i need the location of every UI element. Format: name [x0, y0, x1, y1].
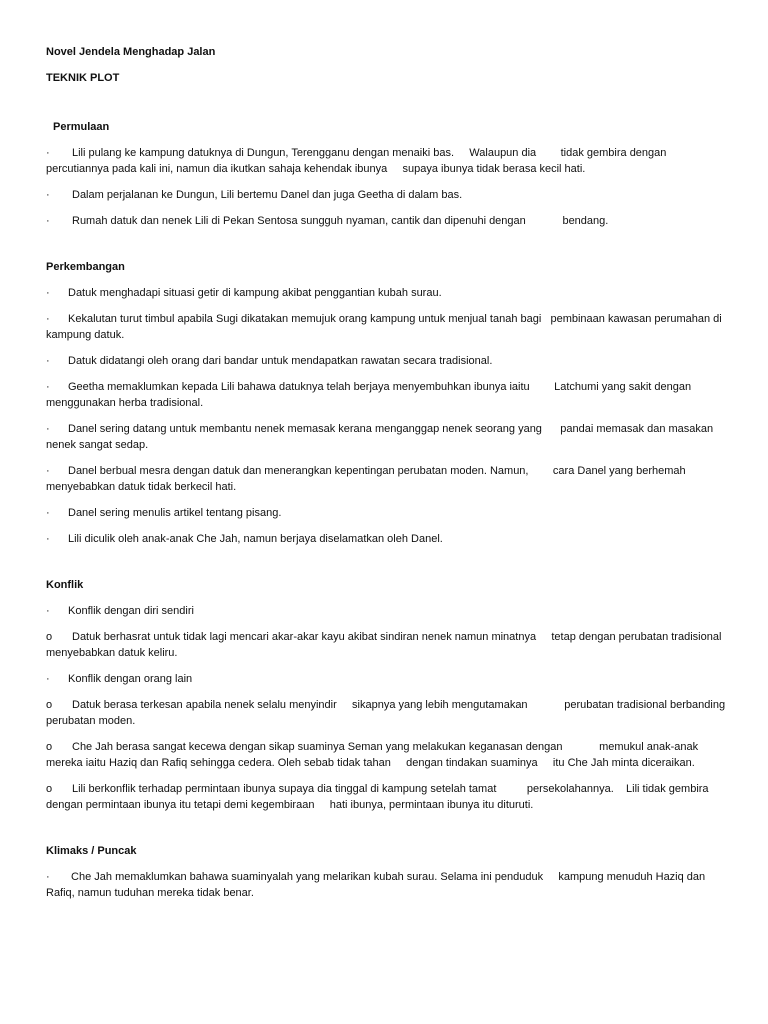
section-heading-konflik: Konflik	[46, 579, 84, 591]
list-item	[46, 505, 726, 521]
list-item-text: Geetha memaklumkan kepada Lili bahawa datuknya telah berjaya menyembuhkan ibunya iaitu Latchumi yang sakit dengan menggunakan herba tradisional.	[46, 381, 695, 409]
list-item-text: Che Jah memaklumkan bahawa suaminyalah yang melarikan kubah surau. Selama ini penduduk kampung menuduh Haziq dan Rafiq, namun tuduhan mereka tidak benar.	[46, 871, 709, 899]
list-item-text: Danel sering menulis artikel tentang pisang.	[68, 507, 282, 519]
sub-bullet-marker: o	[46, 699, 53, 711]
list-item	[46, 603, 726, 619]
list-item	[46, 145, 726, 177]
list-item-text: Lili pulang ke kampung datuknya di Dungun, Terengganu dengan menaiki bas. Walaupun dia tidak gembira dengan percutiannya pada kali ini, namun dia ikutkan sahaja kehendak ibunya supaya ibunya tidak berasa kecil hati.	[46, 147, 670, 175]
list-item-text: Danel berbual mesra dengan datuk dan menerangkan kepentingan perubatan moden. Namun, cara Danel yang berhemah menyebabkan datuk tidak berkecil hati.	[46, 465, 689, 493]
list-item	[46, 421, 726, 453]
list-item	[46, 697, 729, 729]
bullet-marker: ·	[46, 147, 50, 159]
sub-bullet-marker: o	[46, 741, 53, 753]
bullet-marker: ·	[46, 215, 50, 227]
list-item-text: Danel sering datang untuk membantu nenek memasak kerana menganggap nenek seorang yang pandai memasak dan masakan nenek sangat sedap.	[46, 423, 717, 451]
document-body	[46, 44, 729, 911]
bullet-marker: ·	[46, 871, 50, 883]
list-item-text: Lili diculik oleh anak-anak Che Jah, namun berjaya diselamatkan oleh Danel.	[68, 533, 443, 545]
list-item-text: Datuk berasa terkesan apabila nenek selalu menyindir sikapnya yang lebih mengutamakan perubatan tradisional berbanding perubatan moden.	[46, 699, 729, 727]
section-heading-perkembangan: Perkembangan	[46, 261, 125, 273]
list-item-text: Che Jah berasa sangat kecewa dengan sikap suaminya Seman yang melakukan keganasan dengan memukul anak-anak mereka iaitu Haziq dan Rafiq sehingga cedera. Oleh sebab tidak tahan dengan tindakan suaminya itu Che Jah minta diceraikan.	[46, 741, 702, 769]
list-item	[46, 629, 726, 661]
sub-bullet-marker: o	[46, 631, 53, 643]
list-item	[46, 285, 726, 301]
section-spacer	[46, 557, 726, 577]
list-item	[46, 739, 726, 771]
bullet-marker: ·	[46, 355, 50, 367]
list-item	[46, 311, 726, 343]
list-item-text: Kekalutan turut timbul apabila Sugi dikatakan memujuk orang kampung untuk menjual tanah bagi pembinaan kawasan perumahan di kampung datuk.	[46, 313, 725, 341]
bullet-marker: ·	[46, 507, 50, 519]
bullet-marker: ·	[46, 423, 50, 435]
bullet-marker: ·	[46, 189, 50, 201]
list-item	[46, 531, 726, 547]
list-item	[46, 781, 726, 813]
list-item-text: Konflik dengan orang lain	[68, 673, 193, 685]
list-item-text: Lili berkonflik terhadap permintaan ibunya supaya dia tinggal di kampung setelah tamat persekolahannya. Lili tidak gembira dengan permintaan ibunya itu tetapi demi kegembiraan hati ibunya, permintaan ibunya itu dituruti.	[46, 783, 712, 811]
list-item	[46, 353, 726, 369]
list-item	[46, 671, 726, 687]
list-item-text: Dalam perjalanan ke Dungun, Lili bertemu Danel dan juga Geetha di dalam bas.	[72, 189, 463, 201]
bullet-marker: ·	[46, 465, 50, 477]
list-item-text: Datuk didatangi oleh orang dari bandar untuk mendapatkan rawatan secara tradisional.	[68, 355, 493, 367]
bullet-marker: ·	[46, 533, 50, 545]
section-spacer	[46, 823, 726, 843]
list-item	[46, 869, 726, 901]
section-spacer	[46, 239, 726, 259]
sub-bullet-marker: o	[46, 783, 53, 795]
section-heading-klimaks: Klimaks / Puncak	[46, 845, 137, 857]
list-item	[46, 463, 726, 495]
document-title: Novel Jendela Menghadap Jalan	[46, 46, 216, 58]
list-item	[46, 187, 726, 203]
bullet-marker: ·	[46, 673, 50, 685]
list-item-text: Datuk berhasrat untuk tidak lagi mencari akar-akar kayu akibat sindiran nenek namun minatnya tetap dengan perubatan tradisional menyebabkan datuk keliru.	[46, 631, 725, 659]
list-item	[46, 213, 726, 229]
bullet-marker: ·	[46, 313, 50, 325]
bullet-marker: ·	[46, 381, 50, 393]
list-item	[46, 379, 726, 411]
list-item-text: Datuk menghadapi situasi getir di kampung akibat penggantian kubah surau.	[68, 287, 442, 299]
bullet-marker: ·	[46, 605, 50, 617]
section-heading-permulaan: Permulaan	[53, 121, 110, 133]
list-item-text: Rumah datuk dan nenek Lili di Pekan Sentosa sungguh nyaman, cantik dan dipenuhi dengan bendang.	[72, 215, 609, 227]
bullet-marker: ·	[46, 287, 50, 299]
document-subtitle: TEKNIK PLOT	[46, 72, 120, 84]
list-item-text: Konflik dengan diri sendiri	[68, 605, 194, 617]
